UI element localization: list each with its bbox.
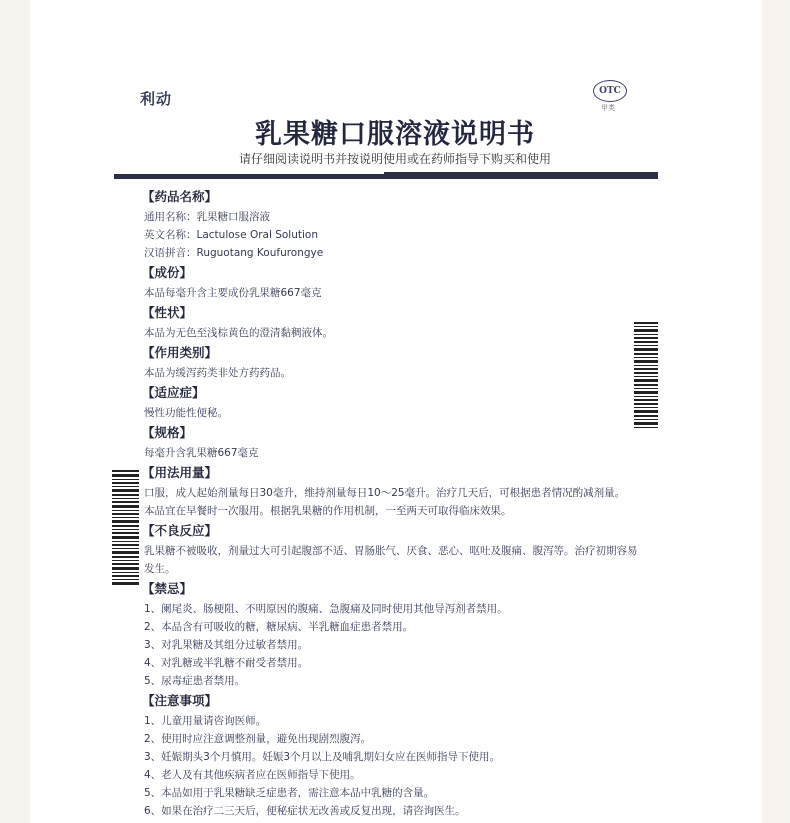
page-title: 乳果糖口服溶液说明书 xyxy=(255,119,535,150)
brand-logo: 利动 xyxy=(140,90,173,108)
precaution-item: 6、如果在治疗二三天后，便秘症状无改善或反复出现，请咨询医生。 xyxy=(144,805,466,817)
dosage-line: 口服，成人起始剂量每日30毫升，维持剂量每日10～25毫升。治疗几天后，可根据患者情况酌减剂量。 xyxy=(144,487,626,499)
section-heading-precautions: 【注意事项】 xyxy=(142,693,218,708)
indications-text: 慢性功能性便秘。 xyxy=(144,407,228,419)
contraindication-item: 2、本品含有可吸收的糖，糖尿病、半乳糖血症患者禁用。 xyxy=(144,621,414,633)
section-heading-indications: 【适应症】 xyxy=(142,385,205,400)
precaution-item: 2、使用时应注意调整剂量，避免出现剧烈腹泻。 xyxy=(144,733,372,745)
otc-badge: OTC xyxy=(593,80,627,102)
left-margin-barcode xyxy=(112,470,139,587)
section-heading-specification: 【规格】 xyxy=(142,425,193,440)
page-subtitle: 请仔细阅读说明书并按说明使用或在药师指导下购买和使用 xyxy=(238,152,551,166)
contraindication-item: 4、对乳糖或半乳糖不耐受者禁用。 xyxy=(144,657,309,669)
contraindication-item: 1、阑尾炎、肠梗阻、不明原因的腹痛、急腹痛及同时使用其他导泻剂者禁用。 xyxy=(144,603,508,615)
description-text: 本品为无色至浅棕黄色的澄清黏稠液体。 xyxy=(144,327,333,339)
contraindication-item: 3、对乳果糖及其组分过敏者禁用。 xyxy=(144,639,309,651)
specification-text: 每毫升含乳果糖667毫克 xyxy=(144,447,259,459)
contraindication-item: 5、尿毒症患者禁用。 xyxy=(144,675,246,687)
right-margin-barcode xyxy=(634,322,658,430)
section-heading-name: 【药品名称】 xyxy=(142,189,218,204)
dosage-line: 本品宜在早餐时一次服用。根据乳果糖的作用机制，一至两天可取得临床效果。 xyxy=(144,505,512,517)
section-heading-ingredients: 【成份】 xyxy=(142,265,193,280)
leaflet-content xyxy=(144,186,664,820)
otc-category: 甲类 xyxy=(601,104,615,112)
english-name: 英文名称：Lactulose Oral Solution xyxy=(144,229,318,241)
section-heading-contraindications: 【禁忌】 xyxy=(142,581,193,596)
pinyin-name: 汉语拼音：Ruguotang Koufurongye xyxy=(144,247,324,259)
title-divider xyxy=(114,172,658,179)
ingredients-text: 本品每毫升含主要成份乳果糖667毫克 xyxy=(144,287,322,299)
generic-name: 通用名称：乳果糖口服溶液 xyxy=(144,211,270,223)
precaution-item: 3、妊娠期头3个月慎用。妊娠3个月以上及哺乳期妇女应在医师指导下使用。 xyxy=(144,751,501,763)
precaution-item: 4、老人及有其他疾病者应在医师指导下使用。 xyxy=(144,769,361,781)
section-heading-dosage: 【用法用量】 xyxy=(142,465,218,480)
section-heading-description: 【性状】 xyxy=(142,305,193,320)
section-heading-adverse-reactions: 【不良反应】 xyxy=(142,523,218,538)
adverse-reactions-text: 乳果糖不被吸收，剂量过大可引起腹部不适、胃肠胀气、厌食、恶心、呕吐及腹痛、腹泻等。治疗初期容易发生。 xyxy=(144,545,638,575)
precaution-item: 1、儿童用量请咨询医师。 xyxy=(144,715,267,727)
precaution-item: 5、本品如用于乳果糖缺乏症患者，需注意本品中乳糖的含量。 xyxy=(144,787,435,799)
section-heading-category: 【作用类别】 xyxy=(142,345,218,360)
category-text: 本品为缓泻药类非处方药药品。 xyxy=(144,367,291,379)
